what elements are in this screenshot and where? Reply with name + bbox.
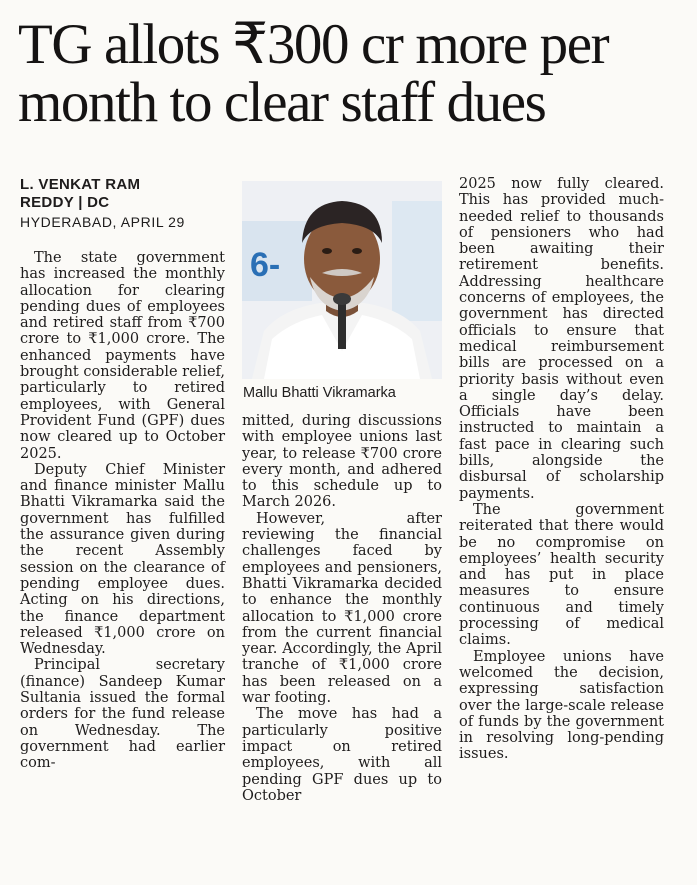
paragraph-7: Employee unions have welcomed the decision, expressing satisfaction over the large-scale release of funds by the government in resolving long-pending issues. — [459, 648, 664, 763]
photo-backdrop-text: 6- — [250, 246, 281, 284]
paragraph-1: The state government has increased the monthly allocation for clearing pending dues of employees and retired staff from ₹700 crore to ₹1,000 crore. The enhanced payments have brought considerable relief, particularly to retired employees, with General Provident Fund (GPF) dues now cleared up to October 2025. — [20, 250, 225, 462]
byline-author-line-2: REDDY | DC — [20, 194, 110, 211]
article-column-1 — [20, 250, 225, 772]
byline-author-line-1: L. VENKAT RAM — [20, 176, 141, 193]
paragraph-6: The government reiterated that there would be no compromise on employees’ health security and has put in place measures to ensure continuous and timely processing of medical claims. — [459, 501, 664, 649]
paragraph-3-start: Principal secretary (finance) Sandeep Kumar Sultania issued the formal orders for the fund release on Wednesday. The government had earlier com- — [20, 657, 225, 772]
article-column-2 — [242, 413, 442, 804]
byline — [20, 176, 225, 231]
paragraph-3-continued: mitted, during discussions with employee unions last year, to release ₹700 crore every month, and adhered to this schedule up to March 2026. — [242, 413, 442, 511]
photo-caption: Mallu Bhatti Vikramarka — [243, 385, 396, 401]
portrait-photo — [242, 181, 442, 379]
headline — [18, 13, 683, 134]
headline-line-2: month to clear staff dues — [18, 71, 546, 134]
article-column-3 — [459, 176, 664, 763]
headline-line-1: TG allots ₹300 cr more per — [18, 13, 609, 76]
dateline: HYDERABAD, APRIL 29 — [20, 214, 185, 230]
paragraph-5-start: The move has had a particularly positive impact on retired employees, with all pending GPF dues up to October — [242, 706, 442, 804]
paragraph-5-continued: 2025 now fully cleared. This has provided much-needed relief to thousands of pensioners who had been awaiting their retirement benefits. Addressing healthcare concerns of employees, the government has directed officials to ensure that medical reimbursement bills are processed on a priority basis without even a single day’s delay. Officials have been instructed to maintain a fast pace in clearing such bills, alongside the disbursal of scholarship payments. — [459, 176, 664, 502]
paragraph-2: Deputy Chief Minister and finance minister Mallu Bhatti Vikramarka said the government has fulfilled the assurance given during the recent Assembly session on the clearance of pending employee dues. Acting on his directions, the finance department released ₹1,000 crore on Wednesday. — [20, 461, 225, 658]
paragraph-4: However, after reviewing the financial challenges faced by employees and pensioners, Bhatti Vikramarka decided to enhance the monthly allocation to ₹1,000 crore from the current financial year. Accordingly, the April tranche of ₹1,000 crore has been released on a war footing. — [242, 510, 442, 707]
